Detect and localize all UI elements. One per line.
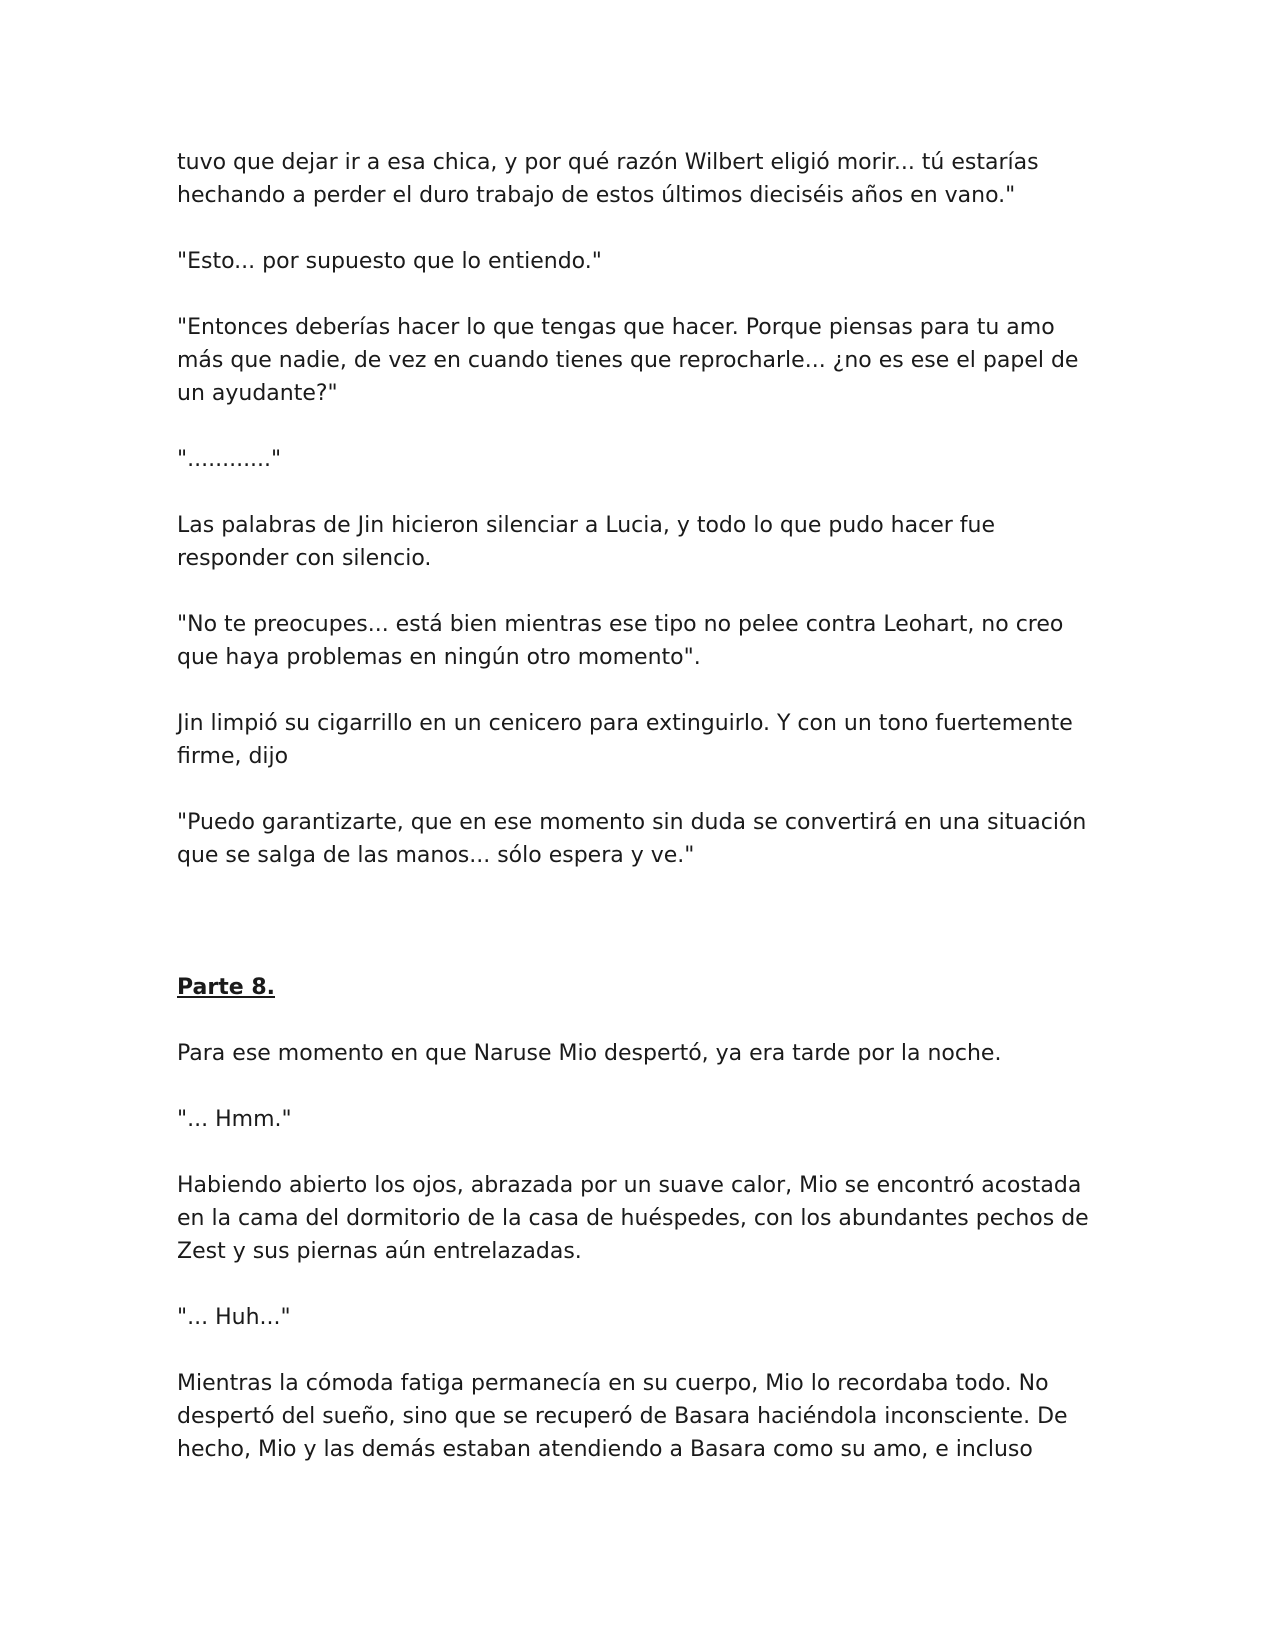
paragraph-6: "No te preocupes... está bien mientras ese tipo no pelee contra Leohart, no creo que haya problemas en ningún otro momento". bbox=[177, 612, 1064, 670]
paragraph-1: tuvo que dejar ir a esa chica, y por qué razón Wilbert eligió morir... tú estarías hechando a perder el duro trabajo de estos últimos dieciséis años en vano." bbox=[177, 150, 1039, 208]
paragraph-12: "... Huh..." bbox=[177, 1305, 291, 1330]
paragraph-11: Habiendo abierto los ojos, abrazada por un suave calor, Mio se encontró acostada en la cama del dormitorio de la casa de huéspedes, con los abundantes pechos de Zest y sus piernas aún entrelazadas. bbox=[177, 1173, 1089, 1264]
paragraph-13: Mientras la cómoda fatiga permanecía en su cuerpo, Mio lo recordaba todo. No despertó del sueño, sino que se recuperó de Basara haciéndola inconsciente. De hecho, Mio y las demás estaban atendiendo a Basara como su amo, e incluso bbox=[177, 1371, 1068, 1462]
paragraph-4: "............" bbox=[177, 447, 282, 472]
paragraph-8: "Puedo garantizarte, que en ese momento sin duda se convertirá en una situación que se salga de las manos... sólo espera y ve." bbox=[177, 810, 1087, 868]
paragraph-9: Para ese momento en que Naruse Mio despertó, ya era tarde por la noche. bbox=[177, 1041, 1002, 1066]
paragraph-5: Las palabras de Jin hicieron silenciar a Lucia, y todo lo que pudo hacer fue responder con silencio. bbox=[177, 513, 995, 571]
paragraph-7: Jin limpió su cigarrillo en un cenicero para extinguirlo. Y con un tono fuertemente firme, dijo bbox=[177, 711, 1073, 769]
paragraph-3: "Entonces deberías hacer lo que tengas que hacer. Porque piensas para tu amo más que nadie, de vez en cuando tienes que reprocharle... ¿no es ese el papel de un ayudante?" bbox=[177, 315, 1079, 406]
section-heading: Parte 8. bbox=[177, 975, 275, 1000]
paragraph-2: "Esto... por supuesto que lo entiendo." bbox=[177, 249, 602, 274]
section-spacer bbox=[177, 905, 1097, 971]
paragraph-10: "... Hmm." bbox=[177, 1107, 292, 1132]
document-page bbox=[177, 146, 1097, 1499]
